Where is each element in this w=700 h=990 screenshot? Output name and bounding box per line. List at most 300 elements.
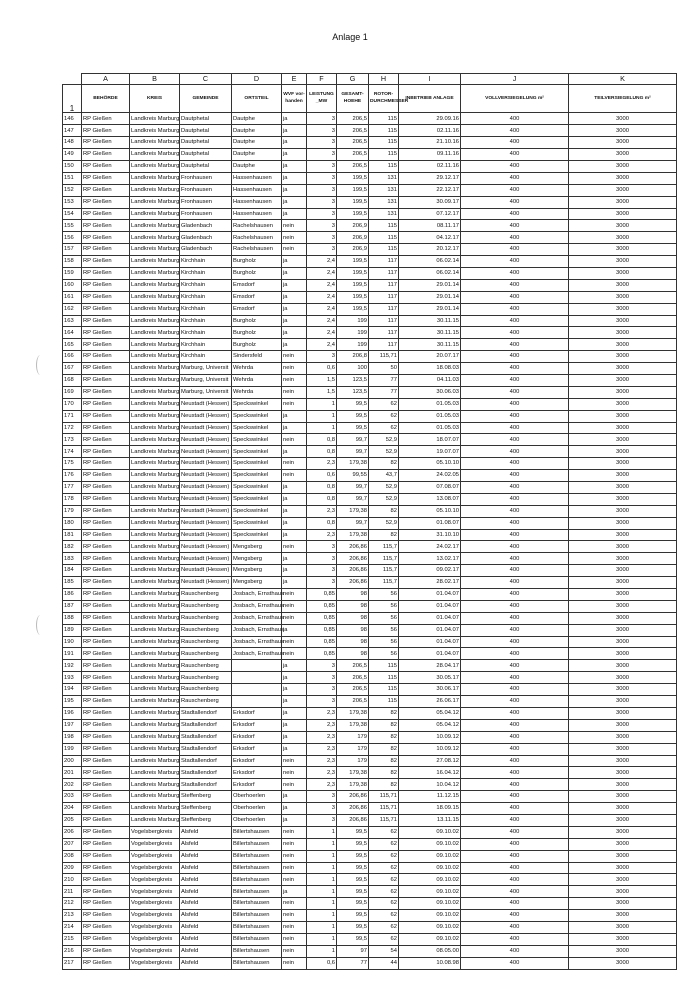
cell-ortsteil: Dautphe	[232, 149, 282, 161]
table-row	[63, 327, 677, 339]
cell-teilversiegelung: 3000	[569, 921, 677, 933]
row-number: 200	[63, 755, 82, 767]
table-row	[63, 731, 677, 743]
row-number: 169	[63, 386, 82, 398]
cell-teilversiegelung: 3000	[569, 113, 677, 125]
cell-inbetrieb: 09.11.16	[399, 149, 461, 161]
cell-gesamthoehe: 98	[337, 624, 369, 636]
cell-inbetrieb: 21.10.16	[399, 137, 461, 149]
cell-wvf: nein	[282, 826, 307, 838]
cell-vollversiegelung: 400	[461, 577, 569, 589]
cell-behoerde: RP Gießen	[82, 220, 130, 232]
cell-wvf: ja	[282, 684, 307, 696]
cell-behoerde: RP Gießen	[82, 636, 130, 648]
cell-vollversiegelung: 400	[461, 220, 569, 232]
cell-rotordurchmesser: 115	[369, 684, 399, 696]
cell-vollversiegelung: 400	[461, 375, 569, 387]
cell-teilversiegelung: 3000	[569, 505, 677, 517]
cell-kreis: Vogelsbergkreis	[130, 945, 180, 957]
cell-gesamthoehe: 206,86	[337, 565, 369, 577]
cell-teilversiegelung: 3000	[569, 541, 677, 553]
cell-leistung: 3	[307, 220, 337, 232]
cell-gesamthoehe: 98	[337, 648, 369, 660]
cell-kreis: Vogelsbergkreis	[130, 933, 180, 945]
cell-rotordurchmesser: 82	[369, 755, 399, 767]
row-number: 180	[63, 517, 82, 529]
row-number: 196	[63, 707, 82, 719]
cell-ortsteil: Rachelshausen	[232, 244, 282, 256]
cell-ortsteil: Erksdorf	[232, 743, 282, 755]
cell-leistung: 1,5	[307, 375, 337, 387]
cell-rotordurchmesser: 82	[369, 779, 399, 791]
cell-inbetrieb: 28.04.17	[399, 660, 461, 672]
cell-behoerde: RP Gießen	[82, 244, 130, 256]
cell-gemeinde: Rauschenberg	[180, 660, 232, 672]
cell-leistung: 3	[307, 172, 337, 184]
cell-leistung: 2,3	[307, 779, 337, 791]
cell-rotordurchmesser: 131	[369, 196, 399, 208]
cell-rotordurchmesser: 82	[369, 767, 399, 779]
cell-gemeinde: Alsfeld	[180, 957, 232, 969]
cell-wvf: nein	[282, 589, 307, 601]
cell-gemeinde: Neustadt (Hessen)	[180, 482, 232, 494]
cell-wvf: nein	[282, 898, 307, 910]
row-number: 151	[63, 172, 82, 184]
cell-inbetrieb: 29.09.16	[399, 113, 461, 125]
cell-kreis: Landkreis Marburg	[130, 291, 180, 303]
cell-wvf: ja	[282, 493, 307, 505]
cell-vollversiegelung: 400	[461, 137, 569, 149]
cell-teilversiegelung: 3000	[569, 636, 677, 648]
cell-vollversiegelung: 400	[461, 636, 569, 648]
cell-leistung: 2,3	[307, 529, 337, 541]
cell-behoerde: RP Gießen	[82, 267, 130, 279]
cell-wvf: nein	[282, 220, 307, 232]
cell-rotordurchmesser: 82	[369, 731, 399, 743]
cell-wvf: nein	[282, 470, 307, 482]
cell-vollversiegelung: 400	[461, 719, 569, 731]
cell-kreis: Vogelsbergkreis	[130, 910, 180, 922]
cell-leistung: 2,3	[307, 458, 337, 470]
header-leistung: LEISTUNG _MW	[307, 85, 337, 113]
cell-teilversiegelung: 3000	[569, 731, 677, 743]
cell-vollversiegelung: 400	[461, 267, 569, 279]
cell-wvf: nein	[282, 862, 307, 874]
cell-behoerde: RP Gießen	[82, 707, 130, 719]
cell-rotordurchmesser: 52,9	[369, 434, 399, 446]
row-number: 154	[63, 208, 82, 220]
cell-gesamthoehe: 179,38	[337, 505, 369, 517]
table-row	[63, 160, 677, 172]
cell-inbetrieb: 05.04.12	[399, 719, 461, 731]
cell-leistung: 3	[307, 541, 337, 553]
table-row	[63, 113, 677, 125]
cell-gemeinde: Stadtallendorf	[180, 743, 232, 755]
cell-vollversiegelung: 400	[461, 767, 569, 779]
row-number: 215	[63, 933, 82, 945]
cell-wvf: ja	[282, 672, 307, 684]
row-number: 186	[63, 589, 82, 601]
cell-leistung: 1	[307, 422, 337, 434]
cell-ortsteil: Mengsberg	[232, 553, 282, 565]
table-row	[63, 957, 677, 969]
table-row	[63, 743, 677, 755]
cell-wvf: ja	[282, 256, 307, 268]
cell-gemeinde: Kirchhain	[180, 291, 232, 303]
cell-ortsteil: Speckswinkel	[232, 398, 282, 410]
cell-behoerde: RP Gießen	[82, 898, 130, 910]
cell-inbetrieb: 18.07.07	[399, 434, 461, 446]
cell-rotordurchmesser: 115	[369, 244, 399, 256]
cell-wvf: nein	[282, 244, 307, 256]
cell-inbetrieb: 18.09.15	[399, 803, 461, 815]
cell-rotordurchmesser: 77	[369, 386, 399, 398]
cell-behoerde: RP Gießen	[82, 850, 130, 862]
cell-behoerde: RP Gießen	[82, 315, 130, 327]
cell-kreis: Landkreis Marburg	[130, 279, 180, 291]
cell-kreis: Landkreis Marburg	[130, 172, 180, 184]
cell-leistung: 3	[307, 565, 337, 577]
cell-inbetrieb: 24.02.05	[399, 470, 461, 482]
cell-leistung: 2,4	[307, 327, 337, 339]
cell-wvf: ja	[282, 719, 307, 731]
cell-leistung: 3	[307, 196, 337, 208]
cell-kreis: Landkreis Marburg	[130, 220, 180, 232]
cell-ortsteil: Oberhoerlen	[232, 803, 282, 815]
cell-gemeinde: Kirchhain	[180, 256, 232, 268]
header-kreis: KREIS	[130, 85, 180, 113]
cell-gesamthoehe: 206,5	[337, 137, 369, 149]
table-row	[63, 375, 677, 387]
column-letter: C	[180, 74, 232, 85]
cell-gemeinde: Dautphetal	[180, 125, 232, 137]
row-number: 179	[63, 505, 82, 517]
cell-leistung: 3	[307, 113, 337, 125]
cell-inbetrieb: 30.11.15	[399, 327, 461, 339]
cell-gemeinde: Alsfeld	[180, 862, 232, 874]
cell-vollversiegelung: 400	[461, 196, 569, 208]
cell-leistung: 3	[307, 208, 337, 220]
cell-gesamthoehe: 206,5	[337, 125, 369, 137]
cell-ortsteil: Sindersfeld	[232, 351, 282, 363]
row-number: 211	[63, 886, 82, 898]
cell-rotordurchmesser: 117	[369, 303, 399, 315]
cell-rotordurchmesser: 131	[369, 172, 399, 184]
cell-behoerde: RP Gießen	[82, 945, 130, 957]
cell-inbetrieb: 19.07.07	[399, 446, 461, 458]
cell-gemeinde: Alsfeld	[180, 838, 232, 850]
table-row	[63, 850, 677, 862]
table-row	[63, 220, 677, 232]
cell-gesamthoehe: 99,5	[337, 838, 369, 850]
cell-gemeinde: Alsfeld	[180, 910, 232, 922]
cell-teilversiegelung: 3000	[569, 517, 677, 529]
cell-rotordurchmesser: 52,9	[369, 482, 399, 494]
table-row	[63, 470, 677, 482]
cell-leistung: 1	[307, 898, 337, 910]
cell-teilversiegelung: 3000	[569, 493, 677, 505]
cell-gesamthoehe: 99,5	[337, 898, 369, 910]
cell-teilversiegelung: 3000	[569, 553, 677, 565]
cell-inbetrieb: 30.11.15	[399, 339, 461, 351]
cell-teilversiegelung: 3000	[569, 612, 677, 624]
header-gemeinde: GEMEINDE	[180, 85, 232, 113]
cell-behoerde: RP Gießen	[82, 612, 130, 624]
cell-leistung: 3	[307, 244, 337, 256]
row-number: 188	[63, 612, 82, 624]
cell-inbetrieb: 04.11.03	[399, 375, 461, 387]
table-row	[63, 910, 677, 922]
cell-gemeinde: Kirchhain	[180, 339, 232, 351]
cell-leistung: 1	[307, 398, 337, 410]
cell-ortsteil: Burgholz	[232, 267, 282, 279]
cell-rotordurchmesser: 117	[369, 327, 399, 339]
cell-kreis: Landkreis Marburg	[130, 541, 180, 553]
cell-gemeinde: Stadtallendorf	[180, 719, 232, 731]
cell-kreis: Landkreis Marburg	[130, 624, 180, 636]
cell-gemeinde: Stadtallendorf	[180, 731, 232, 743]
cell-kreis: Landkreis Marburg	[130, 672, 180, 684]
row-number: 203	[63, 791, 82, 803]
cell-teilversiegelung: 3000	[569, 172, 677, 184]
cell-wvf: ja	[282, 446, 307, 458]
cell-gesamthoehe: 206,5	[337, 160, 369, 172]
cell-gesamthoehe: 206,8	[337, 351, 369, 363]
cell-behoerde: RP Gießen	[82, 791, 130, 803]
row-number: 212	[63, 898, 82, 910]
cell-wvf: ja	[282, 291, 307, 303]
cell-teilversiegelung: 3000	[569, 707, 677, 719]
cell-wvf: ja	[282, 803, 307, 815]
column-letter: J	[461, 74, 569, 85]
cell-teilversiegelung: 3000	[569, 160, 677, 172]
cell-gesamthoehe: 199	[337, 315, 369, 327]
cell-wvf: nein	[282, 910, 307, 922]
cell-gesamthoehe: 199,5	[337, 196, 369, 208]
row-number: 153	[63, 196, 82, 208]
cell-leistung: 2,3	[307, 707, 337, 719]
cell-behoerde: RP Gießen	[82, 517, 130, 529]
cell-behoerde: RP Gießen	[82, 149, 130, 161]
cell-gesamthoehe: 99,7	[337, 434, 369, 446]
cell-wvf: ja	[282, 886, 307, 898]
column-letter: B	[130, 74, 180, 85]
cell-leistung: 3	[307, 696, 337, 708]
cell-kreis: Landkreis Marburg	[130, 125, 180, 137]
row-number: 152	[63, 184, 82, 196]
row-number: 161	[63, 291, 82, 303]
row-number: 207	[63, 838, 82, 850]
cell-teilversiegelung: 3000	[569, 184, 677, 196]
cell-leistung: 1	[307, 933, 337, 945]
cell-behoerde: RP Gießen	[82, 529, 130, 541]
cell-behoerde: RP Gießen	[82, 339, 130, 351]
cell-leistung: 1	[307, 850, 337, 862]
cell-vollversiegelung: 400	[461, 256, 569, 268]
cell-vollversiegelung: 400	[461, 672, 569, 684]
cell-kreis: Landkreis Marburg	[130, 553, 180, 565]
cell-gesamthoehe: 179,38	[337, 458, 369, 470]
cell-vollversiegelung: 400	[461, 874, 569, 886]
cell-gemeinde: Dautphetal	[180, 160, 232, 172]
cell-leistung: 2,3	[307, 731, 337, 743]
row-number: 214	[63, 921, 82, 933]
cell-gemeinde: Rauschenberg	[180, 636, 232, 648]
cell-teilversiegelung: 3000	[569, 826, 677, 838]
cell-wvf: nein	[282, 921, 307, 933]
cell-wvf: nein	[282, 779, 307, 791]
cell-rotordurchmesser: 115,7	[369, 541, 399, 553]
row-number: 191	[63, 648, 82, 660]
row-number: 167	[63, 363, 82, 375]
table-row	[63, 684, 677, 696]
cell-vollversiegelung: 400	[461, 351, 569, 363]
cell-wvf: ja	[282, 208, 307, 220]
header-rotordurchmesser: ROTOR-DURCHMESSER	[369, 85, 399, 113]
cell-leistung: 3	[307, 803, 337, 815]
table-row	[63, 577, 677, 589]
cell-vollversiegelung: 400	[461, 172, 569, 184]
cell-ortsteil: Speckswinkel	[232, 410, 282, 422]
cell-gesamthoehe: 179	[337, 755, 369, 767]
cell-vollversiegelung: 400	[461, 600, 569, 612]
column-letter: D	[232, 74, 282, 85]
cell-kreis: Landkreis Marburg	[130, 731, 180, 743]
cell-kreis: Landkreis Marburg	[130, 256, 180, 268]
cell-ortsteil: Hassenhausen	[232, 172, 282, 184]
cell-behoerde: RP Gießen	[82, 208, 130, 220]
cell-kreis: Vogelsbergkreis	[130, 886, 180, 898]
table-row	[63, 267, 677, 279]
cell-rotordurchmesser: 115,71	[369, 351, 399, 363]
cell-gemeinde: Neustadt (Hessen)	[180, 577, 232, 589]
cell-wvf: ja	[282, 517, 307, 529]
cell-teilversiegelung: 3000	[569, 719, 677, 731]
cell-behoerde: RP Gießen	[82, 826, 130, 838]
table-row	[63, 398, 677, 410]
cell-leistung: 3	[307, 232, 337, 244]
row-number: 147	[63, 125, 82, 137]
cell-ortsteil: Billertshausen	[232, 850, 282, 862]
cell-teilversiegelung: 3000	[569, 684, 677, 696]
row-number: 156	[63, 232, 82, 244]
cell-kreis: Landkreis Marburg	[130, 529, 180, 541]
cell-inbetrieb: 05.04.12	[399, 707, 461, 719]
cell-gesamthoehe: 98	[337, 612, 369, 624]
cell-behoerde: RP Gießen	[82, 434, 130, 446]
cell-gesamthoehe: 199	[337, 339, 369, 351]
cell-teilversiegelung: 3000	[569, 458, 677, 470]
column-letter: E	[282, 74, 307, 85]
cell-rotordurchmesser: 115,7	[369, 577, 399, 589]
cell-leistung: 0,85	[307, 636, 337, 648]
cell-teilversiegelung: 3000	[569, 398, 677, 410]
row-number: 163	[63, 315, 82, 327]
cell-rotordurchmesser: 56	[369, 648, 399, 660]
cell-ortsteil: Mengsberg	[232, 577, 282, 589]
cell-ortsteil: Wehrda	[232, 375, 282, 387]
cell-rotordurchmesser: 56	[369, 589, 399, 601]
table-row	[63, 898, 677, 910]
cell-kreis: Landkreis Marburg	[130, 767, 180, 779]
header-inbetrieb: INBETRIEB ANLAGE	[399, 85, 461, 113]
cell-leistung: 0,6	[307, 470, 337, 482]
cell-wvf: ja	[282, 505, 307, 517]
cell-wvf: ja	[282, 172, 307, 184]
cell-gesamthoehe: 99,5	[337, 850, 369, 862]
cell-vollversiegelung: 400	[461, 838, 569, 850]
cell-vollversiegelung: 400	[461, 957, 569, 969]
cell-gemeinde: Neustadt (Hessen)	[180, 505, 232, 517]
cell-gemeinde: Neustadt (Hessen)	[180, 565, 232, 577]
row-number: 172	[63, 422, 82, 434]
cell-leistung: 3	[307, 660, 337, 672]
cell-behoerde: RP Gießen	[82, 719, 130, 731]
cell-ortsteil: Speckswinkel	[232, 470, 282, 482]
header-vollversiegelung: VOLLVERSIEGELUNG m²	[461, 85, 569, 113]
cell-kreis: Vogelsbergkreis	[130, 921, 180, 933]
cell-gesamthoehe: 206,86	[337, 577, 369, 589]
cell-wvf: nein	[282, 612, 307, 624]
cell-leistung: 3	[307, 351, 337, 363]
cell-inbetrieb: 16.04.12	[399, 767, 461, 779]
cell-gesamthoehe: 199,5	[337, 291, 369, 303]
cell-ortsteil: Billertshausen	[232, 898, 282, 910]
cell-vollversiegelung: 400	[461, 945, 569, 957]
cell-gesamthoehe: 206,9	[337, 232, 369, 244]
cell-rotordurchmesser: 52,9	[369, 517, 399, 529]
cell-rotordurchmesser: 117	[369, 256, 399, 268]
cell-leistung: 3	[307, 125, 337, 137]
cell-behoerde: RP Gießen	[82, 184, 130, 196]
cell-rotordurchmesser: 117	[369, 279, 399, 291]
cell-behoerde: RP Gießen	[82, 291, 130, 303]
cell-ortsteil: Wehrda	[232, 386, 282, 398]
cell-gemeinde: Gladenbach	[180, 244, 232, 256]
cell-vollversiegelung: 400	[461, 612, 569, 624]
cell-rotordurchmesser: 52,9	[369, 493, 399, 505]
cell-inbetrieb: 01.05.03	[399, 398, 461, 410]
cell-behoerde: RP Gießen	[82, 660, 130, 672]
cell-leistung: 3	[307, 814, 337, 826]
cell-teilversiegelung: 3000	[569, 862, 677, 874]
cell-gesamthoehe: 199,5	[337, 208, 369, 220]
cell-teilversiegelung: 3000	[569, 422, 677, 434]
cell-rotordurchmesser: 82	[369, 719, 399, 731]
cell-inbetrieb: 05.10.10	[399, 505, 461, 517]
table-row	[63, 826, 677, 838]
table-row	[63, 422, 677, 434]
cell-inbetrieb: 18.08.03	[399, 363, 461, 375]
cell-rotordurchmesser: 62	[369, 850, 399, 862]
cell-teilversiegelung: 3000	[569, 779, 677, 791]
cell-leistung: 3	[307, 149, 337, 161]
cell-teilversiegelung: 3000	[569, 529, 677, 541]
cell-gemeinde: Gladenbach	[180, 220, 232, 232]
row-number: 181	[63, 529, 82, 541]
cell-rotordurchmesser: 62	[369, 826, 399, 838]
cell-vollversiegelung: 400	[461, 160, 569, 172]
cell-vollversiegelung: 400	[461, 125, 569, 137]
cell-teilversiegelung: 3000	[569, 791, 677, 803]
cell-wvf: ja	[282, 482, 307, 494]
cell-kreis: Landkreis Marburg	[130, 315, 180, 327]
cell-gemeinde: Rauschenberg	[180, 624, 232, 636]
cell-kreis: Landkreis Marburg	[130, 113, 180, 125]
cell-ortsteil: Billertshausen	[232, 910, 282, 922]
cell-gemeinde: Neustadt (Hessen)	[180, 470, 232, 482]
cell-wvf: nein	[282, 636, 307, 648]
